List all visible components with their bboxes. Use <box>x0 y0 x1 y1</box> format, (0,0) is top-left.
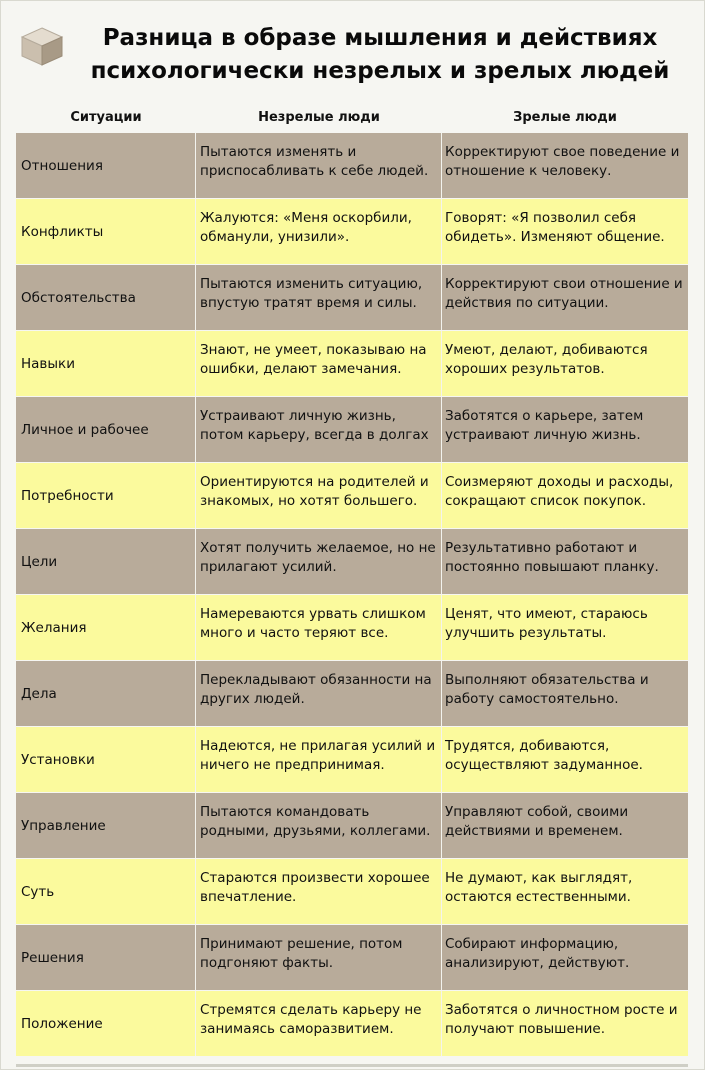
immature-text: Перекладывают обязанности на других людей. <box>200 671 432 707</box>
situation-text: Суть <box>21 884 55 900</box>
situation-text: Положение <box>21 1016 103 1032</box>
immature-text: Знают, не умеет, показываю на ошибки, делают замечания. <box>200 341 427 377</box>
mature-cell <box>442 727 688 792</box>
comparison-table <box>16 133 688 1057</box>
table-row <box>16 925 688 990</box>
mature-cell <box>442 991 688 1056</box>
table-row <box>16 133 688 198</box>
immature-cell <box>196 397 442 462</box>
immature-cell <box>196 199 442 264</box>
immature-cell <box>196 529 442 594</box>
mature-text: Не думают, как выглядят, остаются естественными. <box>445 869 633 905</box>
immature-cell <box>196 661 442 726</box>
immature-text: Стараются произвести хорошее впечатление. <box>200 869 430 905</box>
situation-text: Установки <box>21 752 95 768</box>
immature-text: Пытаются командовать родными, друзьями, коллегами. <box>200 803 431 839</box>
mature-cell <box>442 595 688 660</box>
immature-cell <box>196 595 442 660</box>
situation-text: Отношения <box>21 158 103 174</box>
situation-cell <box>16 529 196 594</box>
cube-icon <box>20 26 64 66</box>
mature-cell <box>442 265 688 330</box>
immature-cell <box>196 265 442 330</box>
immature-cell <box>196 727 442 792</box>
mature-cell <box>442 397 688 462</box>
situation-text: Управление <box>21 818 106 834</box>
situation-cell <box>16 925 196 990</box>
header-mature: Зрелые люди <box>513 110 617 125</box>
immature-cell <box>196 463 442 528</box>
table-row <box>16 859 688 924</box>
situation-text: Личное и рабочее <box>21 422 149 438</box>
mature-cell <box>442 661 688 726</box>
table-row <box>16 529 688 594</box>
mature-text: Собирают информацию, анализируют, действуют. <box>445 935 630 971</box>
immature-text: Хотят получить желаемое, но не прилагают усилий. <box>200 539 436 575</box>
immature-cell <box>196 133 442 198</box>
situation-text: Потребности <box>21 488 114 504</box>
mature-text: Корректируют свои отношение и действия по ситуации. <box>445 275 683 311</box>
mature-text: Управляют собой, своими действиями и временем. <box>445 803 629 839</box>
situation-cell <box>16 793 196 858</box>
situation-cell <box>16 595 196 660</box>
table-row <box>16 265 688 330</box>
mature-text: Говорят: «Я позволил себя обидеть». Изменяют общение. <box>445 209 665 245</box>
table-row <box>16 991 688 1056</box>
mature-cell <box>442 133 688 198</box>
immature-text: Стремятся сделать карьеру не занимаясь саморазвитием. <box>200 1001 422 1037</box>
mature-text: Ценят, что имеют, стараюсь улучшить результаты. <box>445 605 648 641</box>
situation-cell <box>16 199 196 264</box>
mature-cell <box>442 925 688 990</box>
situation-cell <box>16 265 196 330</box>
immature-cell <box>196 793 442 858</box>
table-row <box>16 595 688 660</box>
mature-text: Корректируют свое поведение и отношение к человеку. <box>445 143 680 179</box>
immature-text: Пытаются изменять и приспосабливать к себе людей. <box>200 143 429 179</box>
immature-cell <box>196 991 442 1056</box>
table-row <box>16 793 688 858</box>
immature-text: Жалуются: «Меня оскорбили, обманули, унизили». <box>200 209 412 245</box>
header-immature: Незрелые люди <box>258 110 380 125</box>
mature-text: Выполняют обязательства и работу самостоятельно. <box>445 671 649 707</box>
immature-cell <box>196 859 442 924</box>
situation-cell <box>16 463 196 528</box>
situation-cell <box>16 727 196 792</box>
header <box>0 0 705 110</box>
immature-text: Надеются, не прилагая усилий и ничего не предпринимая. <box>200 737 436 773</box>
immature-text: Ориентируются на родителей и знакомых, но хотят большего. <box>200 473 429 509</box>
table-row <box>16 727 688 792</box>
mature-text: Умеют, делают, добиваются хороших результатов. <box>445 341 648 377</box>
table-row <box>16 661 688 726</box>
table-row <box>16 397 688 462</box>
situation-text: Дела <box>21 686 57 702</box>
table-row <box>16 199 688 264</box>
mature-text: Заботятся о карьере, затем устраивают личную жизнь. <box>445 407 644 443</box>
situation-text: Навыки <box>21 356 75 372</box>
mature-cell <box>442 859 688 924</box>
table-row <box>16 463 688 528</box>
mature-cell <box>442 331 688 396</box>
situation-cell <box>16 859 196 924</box>
immature-text: Принимают решение, потом подгоняют факты. <box>200 935 403 971</box>
immature-cell <box>196 925 442 990</box>
immature-text: Намереваются урвать слишком много и часто теряют все. <box>200 605 426 641</box>
mature-cell <box>442 199 688 264</box>
situation-text: Решения <box>21 950 84 966</box>
mature-cell <box>442 529 688 594</box>
bottom-divider <box>16 1064 688 1067</box>
mature-text: Результативно работают и постоянно повышают планку. <box>445 539 659 575</box>
mature-text: Соизмеряют доходы и расходы, сокращают список покупок. <box>445 473 674 509</box>
mature-cell <box>442 793 688 858</box>
immature-text: Устраивают личную жизнь, потом карьеру, всегда в долгах <box>200 407 429 443</box>
situation-cell <box>16 397 196 462</box>
page-title: Разница в образе мышления и действиях психологически незрелых и зрелых людей <box>90 25 670 84</box>
situation-text: Желания <box>21 620 87 636</box>
situation-cell <box>16 133 196 198</box>
situation-cell <box>16 331 196 396</box>
situation-cell <box>16 661 196 726</box>
situation-cell <box>16 991 196 1056</box>
situation-text: Цели <box>21 554 58 570</box>
mature-cell <box>442 463 688 528</box>
column-headers <box>16 110 688 132</box>
mature-text: Трудятся, добиваются, осуществляют задуманное. <box>445 737 643 773</box>
mature-text: Заботятся о личностном росте и получают повышение. <box>445 1001 678 1037</box>
header-situations: Ситуации <box>70 110 142 125</box>
immature-text: Пытаются изменить ситуацию, впустую тратят время и силы. <box>200 275 423 311</box>
immature-cell <box>196 331 442 396</box>
situation-text: Конфликты <box>21 224 104 240</box>
situation-text: Обстоятельства <box>21 290 136 306</box>
table-row <box>16 331 688 396</box>
